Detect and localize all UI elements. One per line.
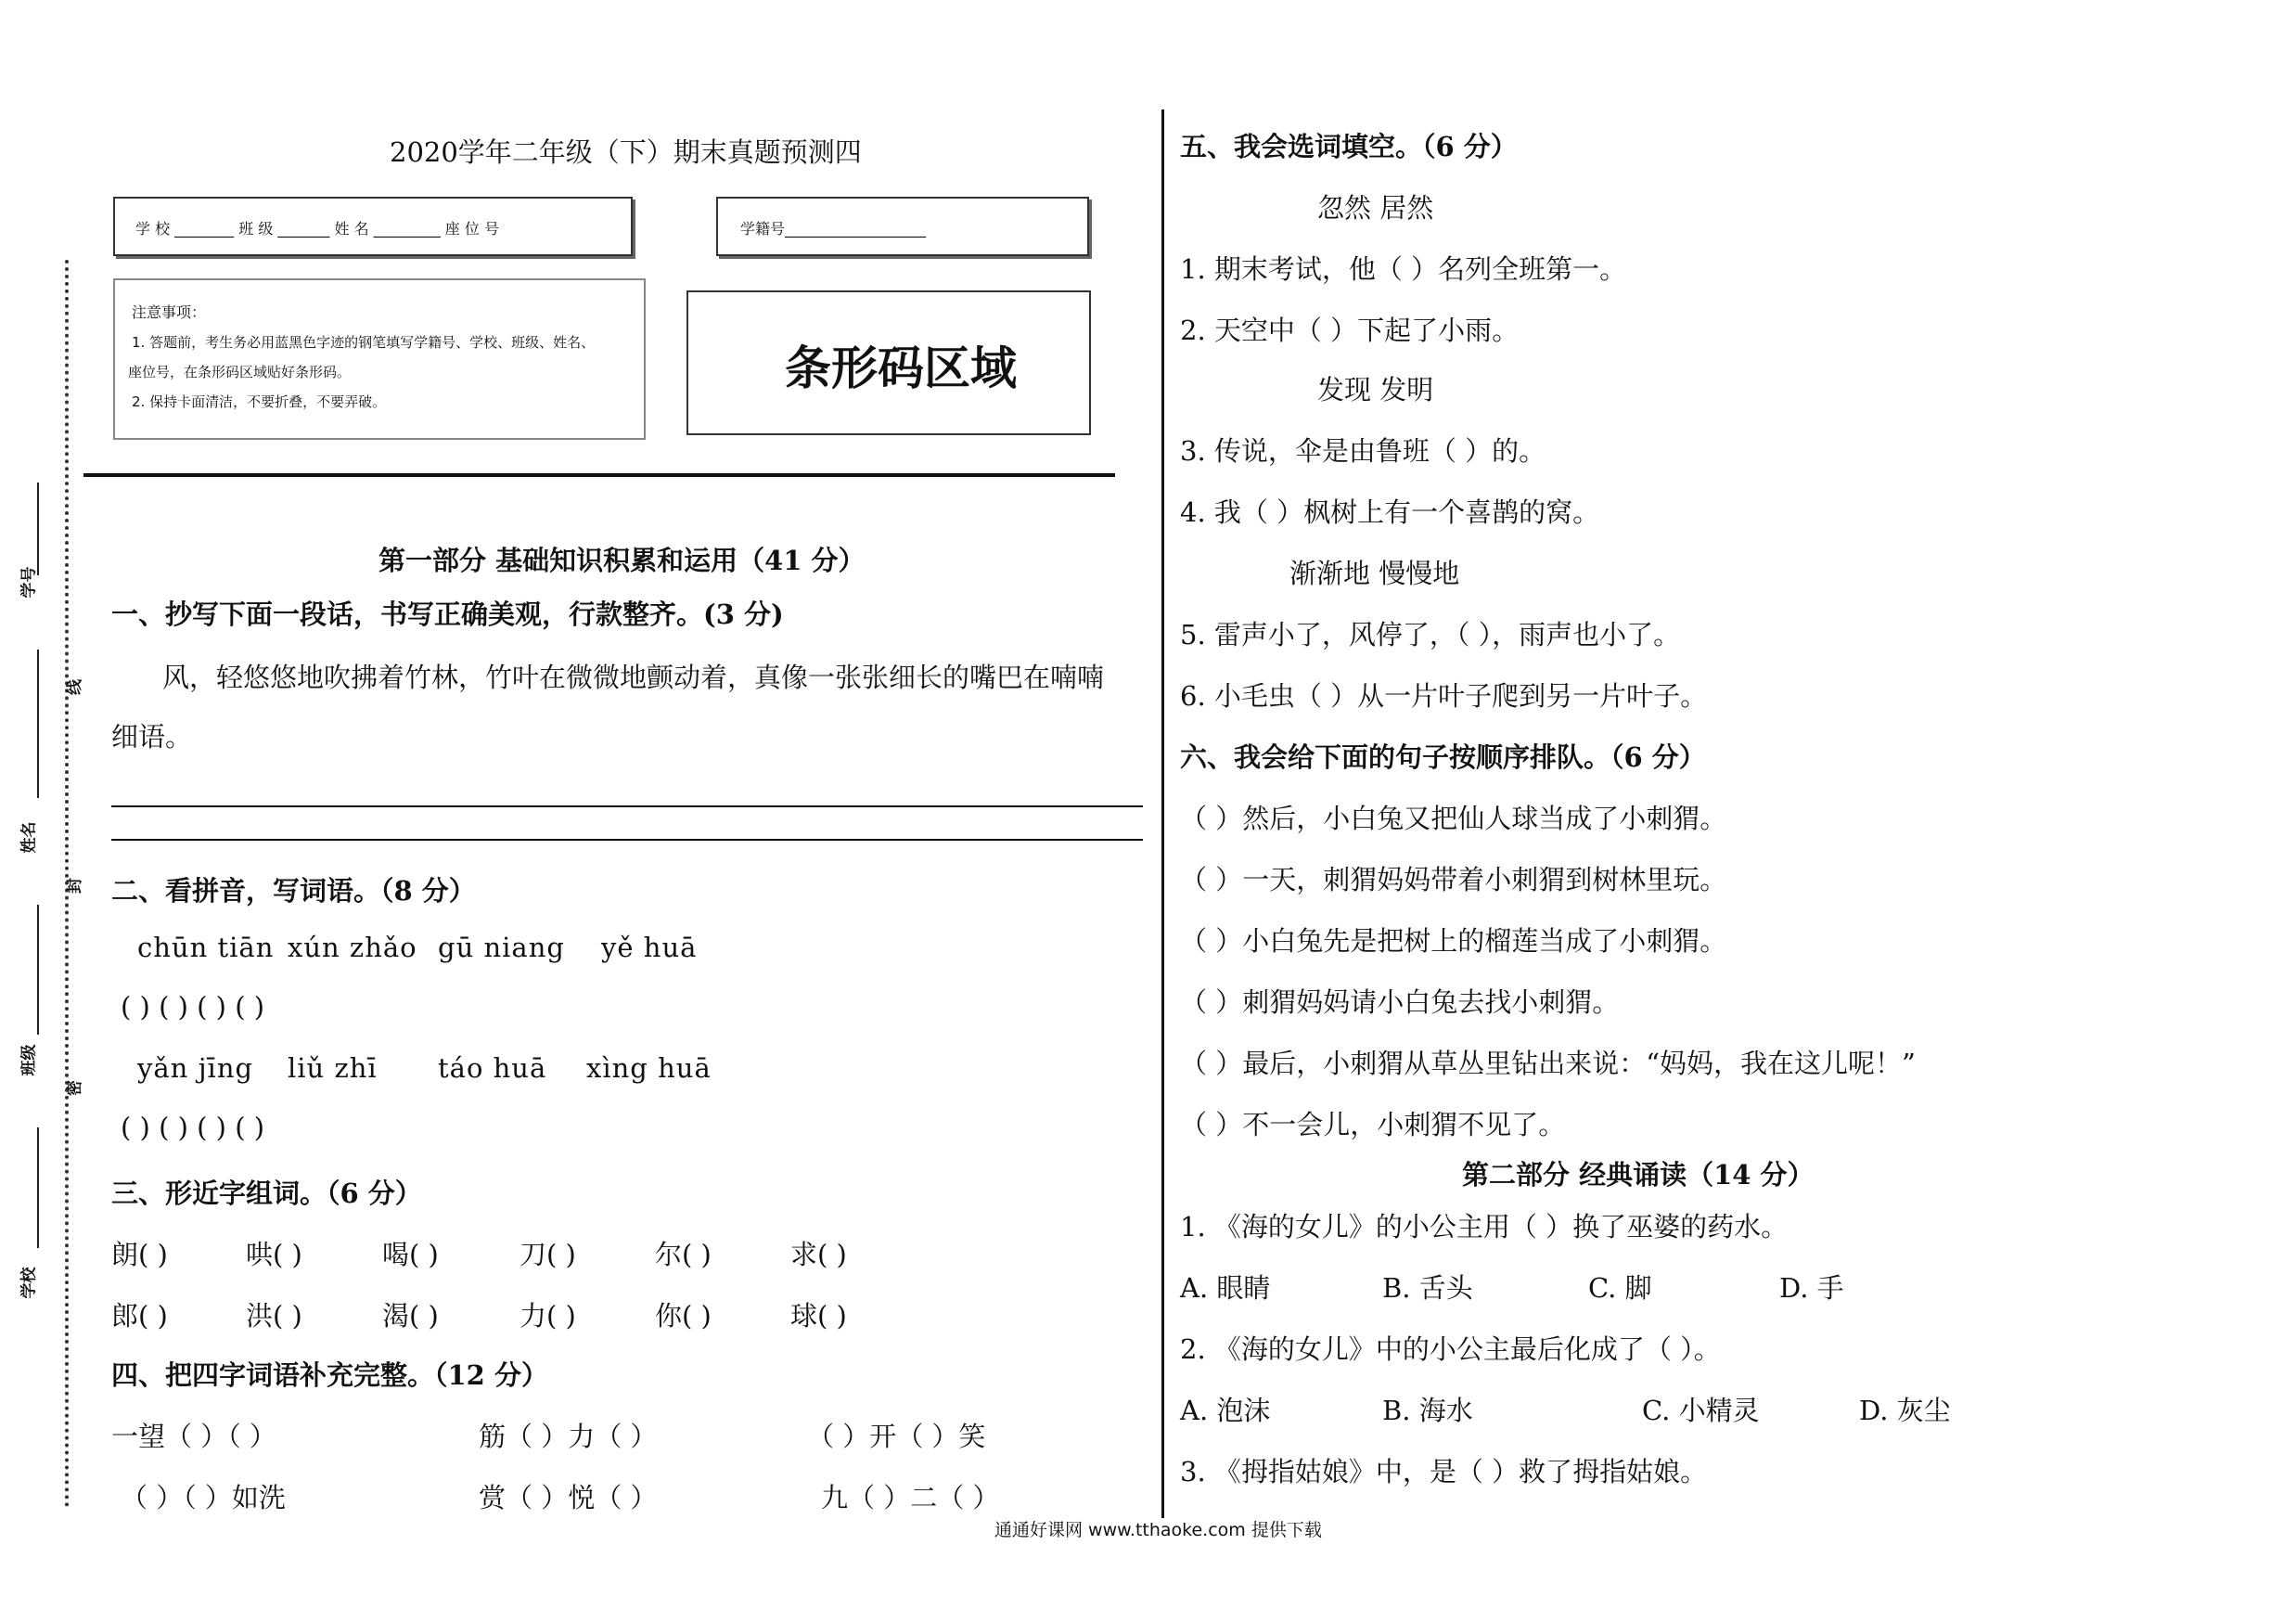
- sidebar-rule: [37, 483, 39, 575]
- copy-line-1: [111, 805, 1143, 807]
- page-divider: [1161, 109, 1164, 1518]
- s1-text-line1: 风，轻悠悠地吹拂着竹林，竹叶在微微地颤动着，真像一张张细长的嘴巴在喃喃: [162, 662, 1105, 693]
- s4-title: 四、把四字词语补充完整。（12 分）: [111, 1359, 548, 1391]
- sidebar-rule: [37, 905, 39, 1035]
- option[interactable]: A. 泡沫: [1180, 1395, 1271, 1426]
- sidebar-rule: [37, 650, 39, 798]
- sidebar-label-xingming: 姓名: [19, 821, 39, 854]
- answer-blanks-row2[interactable]: ( ) ( ) ( ) ( ): [121, 1112, 265, 1143]
- pinyin: xún zhǎo: [288, 932, 417, 963]
- student-id-line: 学籍号___________________: [740, 220, 927, 238]
- s6-title: 六、我会给下面的句子按顺序排队。（6 分）: [1180, 741, 1706, 773]
- student-id-box: [716, 197, 1089, 256]
- pinyin: gū niang: [438, 932, 565, 963]
- sidebar-label-xuexiao: 学校: [19, 1267, 39, 1299]
- fill-question[interactable]: 5. 雷声小了，风停了，（ ），雨声也小了。: [1180, 619, 1681, 650]
- sidebar-rule: [37, 1127, 39, 1248]
- copy-line-2[interactable]: [111, 839, 1143, 841]
- option[interactable]: C. 小精灵: [1642, 1395, 1760, 1426]
- idiom-item[interactable]: 筋（ ）力（ ）: [479, 1421, 658, 1452]
- word-choices: 渐渐地 慢慢地: [1289, 558, 1460, 589]
- fill-question[interactable]: 3. 传说，伞是由鲁班（ ）的。: [1180, 435, 1546, 467]
- pinyin: liǔ zhī: [288, 1052, 378, 1084]
- barcode-area: [686, 290, 1091, 435]
- char-item[interactable]: 尔( ): [655, 1239, 712, 1270]
- order-item[interactable]: （ ）一天，刺猬妈妈带着小刺猬到树林里玩。: [1180, 864, 1727, 895]
- footer-credit: 通通好课网 www.tthaoke.com 提供下载: [994, 1520, 1322, 1540]
- sidebar-label-mi: 密: [66, 1080, 84, 1096]
- pinyin: yǎn jīng: [137, 1052, 254, 1084]
- sidebar-label-xuehao: 学号: [19, 566, 39, 599]
- char-item[interactable]: 球( ): [790, 1300, 847, 1332]
- part1-title: 第一部分 基础知识积累和运用（41 分）: [378, 545, 866, 576]
- order-item[interactable]: （ ）最后，小刺猬从草丛里钻出来说：“妈妈，我在这儿呢！”: [1180, 1048, 1916, 1079]
- option[interactable]: C. 脚: [1588, 1272, 1652, 1304]
- part2-title: 第二部分 经典诵读（14 分）: [1462, 1159, 1815, 1191]
- fill-question[interactable]: 6. 小毛虫（ ）从一片叶子爬到另一片叶子。: [1180, 680, 1708, 712]
- note-1b: 座位号，在条形码区域贴好条形码。: [128, 364, 352, 380]
- char-item[interactable]: 力( ): [519, 1300, 576, 1332]
- option[interactable]: D. 灰尘: [1859, 1395, 1951, 1426]
- idiom-item[interactable]: （ ）（ ）如洗: [121, 1482, 286, 1513]
- char-item[interactable]: 哄( ): [246, 1239, 302, 1270]
- barcode-label: 条形码区域: [785, 341, 1017, 395]
- header-divider: [83, 473, 1115, 477]
- s1-text-line2: 细语。: [111, 721, 193, 753]
- s3-title: 三、形近字组词。（6 分）: [111, 1178, 422, 1209]
- order-item[interactable]: （ ）刺猬妈妈请小白兔去找小刺猬。: [1180, 986, 1620, 1018]
- char-item[interactable]: 洪( ): [246, 1300, 302, 1332]
- info-line: 学 校 ________ 班 级 _______ 姓 名 _________ 座 位 号: [135, 220, 499, 238]
- reading-question[interactable]: 3. 《拇指姑娘》中，是（ ）救了拇指姑娘。: [1180, 1456, 1708, 1487]
- info-box: [113, 197, 633, 256]
- order-item[interactable]: （ ）不一会儿，小刺猬不见了。: [1180, 1109, 1566, 1140]
- idiom-item[interactable]: （ ）开（ ）笑: [807, 1421, 986, 1452]
- sidebar-label-xian: 线: [66, 679, 84, 695]
- option[interactable]: B. 海水: [1382, 1395, 1473, 1426]
- option[interactable]: B. 舌头: [1382, 1272, 1473, 1304]
- pinyin: xìng huā: [586, 1052, 712, 1084]
- notes-box: [113, 278, 646, 440]
- pinyin: táo huā: [438, 1052, 547, 1084]
- char-item[interactable]: 刀( ): [519, 1239, 576, 1270]
- fill-question[interactable]: 4. 我（ ）枫树上有一个喜鹊的窝。: [1180, 496, 1600, 528]
- char-item[interactable]: 郎( ): [111, 1300, 168, 1332]
- option[interactable]: A. 眼睛: [1180, 1272, 1271, 1304]
- pinyin: yě huā: [601, 932, 698, 963]
- idiom-item[interactable]: 赏（ ）悦（ ）: [479, 1482, 658, 1513]
- char-item[interactable]: 你( ): [655, 1300, 712, 1332]
- reading-question[interactable]: 1. 《海的女儿》的小公主用（ ）换了巫婆的药水。: [1180, 1211, 1789, 1242]
- reading-question[interactable]: 2. 《海的女儿》中的小公主最后化成了（ ）。: [1180, 1333, 1721, 1365]
- word-choices: 忽然 居然: [1317, 192, 1434, 224]
- sidebar-label-feng: 封: [66, 878, 84, 894]
- order-item[interactable]: （ ）然后，小白兔又把仙人球当成了小刺猬。: [1180, 803, 1727, 834]
- option[interactable]: D. 手: [1779, 1272, 1844, 1304]
- idiom-item[interactable]: 九（ ）二（ ）: [821, 1482, 1000, 1513]
- s1-title: 一、抄写下面一段话，书写正确美观，行款整齐。(3 分): [111, 599, 784, 630]
- char-item[interactable]: 朗( ): [111, 1239, 168, 1270]
- s5-title: 五、我会选词填空。（6 分）: [1180, 131, 1518, 162]
- word-choices: 发现 发明: [1317, 374, 1434, 406]
- s2-title: 二、看拼音，写词语。（8 分）: [111, 875, 476, 907]
- idiom-item[interactable]: 一望（ ）（ ）: [111, 1421, 276, 1452]
- fill-question[interactable]: 2. 天空中（ ）下起了小雨。: [1180, 315, 1520, 346]
- pinyin: chūn tiān: [137, 932, 275, 963]
- notes-title: 注意事项：: [132, 303, 207, 321]
- note-1a: 1. 答题前，考生务必用蓝黑色字迹的钢笔填写学籍号、学校、班级、姓名、: [132, 334, 596, 351]
- sidebar-label-banji: 班级: [19, 1044, 39, 1076]
- char-item[interactable]: 求( ): [790, 1239, 847, 1270]
- exam-title: 2020学年二年级（下）期末真题预测四: [390, 136, 862, 168]
- order-item[interactable]: （ ）小白兔先是把树上的榴莲当成了小刺猬。: [1180, 925, 1727, 957]
- char-item[interactable]: 渴( ): [382, 1300, 439, 1332]
- answer-blanks-row1[interactable]: ( ) ( ) ( ) ( ): [121, 991, 265, 1023]
- char-item[interactable]: 喝( ): [382, 1239, 439, 1270]
- fill-question[interactable]: 1. 期末考试，他（ ）名列全班第一。: [1180, 253, 1627, 285]
- note-2: 2. 保持卡面清洁，不要折叠，不要弄破。: [132, 393, 387, 410]
